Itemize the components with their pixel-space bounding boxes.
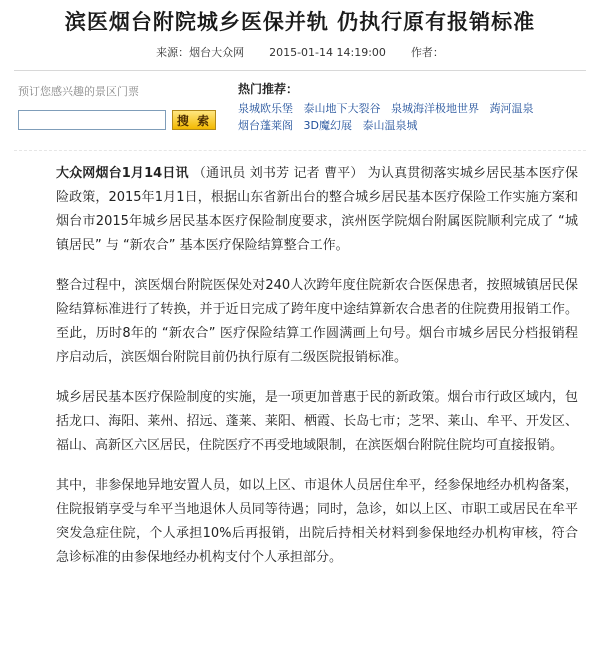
paragraph-3: 城乡居民基本医疗保险制度的实施，是一项更加普惠于民的新政策。烟台市行政区域内，包括龙口、海阳、莱州、招远、蓬莱、莱阳、栖霞、长岛七市；芝罘、莱山、牟平、开发区、福山、高新区六区居民，住院医疗不再受地域限制，在滨医烟台附院住院均可直接报销。 xyxy=(56,390,578,453)
paragraph-2: 整合过程中，滨医烟台附院医保处对240人次跨年度住院新农合医保患者，按照城镇居民保险结算标准进行了转换，并于近日完成了跨年度中途结算新农合患者的住院费用报销工作。至此，历时8年的 “新农合” 医疗保险结算工作圆满画上句号。烟台市城乡居民分档报销程序启动后，滨医烟台附院目前仍执行原有二级医院报销标准。 xyxy=(56,278,578,365)
hot-title: 热门推荐： xyxy=(238,82,299,96)
hot-link[interactable]: 烟台蓬莱阁 xyxy=(238,119,293,132)
author-label: 作者： xyxy=(410,46,444,59)
page-title: 滨医烟台附院城乡医保并轨 仍执行原有报销标准 xyxy=(64,10,536,34)
hot-link[interactable]: 泰山地下大裂谷 xyxy=(303,102,381,115)
source-label: 来源：烟台大众网 xyxy=(156,46,245,59)
article-meta xyxy=(0,44,600,60)
search-row xyxy=(18,110,216,130)
search-button[interactable]: 搜 索 xyxy=(172,110,216,130)
hot-recommendations xyxy=(238,80,588,134)
hot-link[interactable]: 泰山温泉城 xyxy=(362,119,418,132)
section-divider xyxy=(14,150,586,151)
hot-link[interactable]: 蒟河温泉 xyxy=(489,102,534,115)
hot-link[interactable]: 泉城欧乐堡 xyxy=(238,102,293,115)
article-lead: 大众网烟台1月14日讯 xyxy=(56,166,189,181)
hot-link[interactable]: 3D魔幻展 xyxy=(303,119,352,132)
publish-datetime: 2015-01-14 14:19:00 xyxy=(269,46,386,59)
ticket-search xyxy=(18,84,230,140)
search-hint: 预订您感兴趣的景区门票 xyxy=(18,85,139,98)
paragraph-4: 其中，非参保地异地安置人员，如以上区、市退休人员居住牟平，经参保地经办机构备案，住院报销享受与牟平当地退休人员同等待遇；同时，急诊，如以上区、市职工或居民在牟平突发急症住院，个人承担10%后再报销，出院后持相关材料到参保地经办机构审核，符合急诊标准的由参保地经办机构支付个人承担部分。 xyxy=(56,478,578,565)
article-body xyxy=(56,162,578,586)
paragraph-1 xyxy=(56,162,578,258)
paragraph-1-text: （通讯员 刘书芳 记者 曹平） 为认真贯彻落实城乡居民基本医疗保险政策，2015年1月1日，根据山东省新出台的整合城乡居民基本医疗保险工作实施方案和烟台市2015年城乡居民基本医疗保险制度要求，滨州医学院烟台附属医院顺利完成了 “城镇居民” 与 “新农合” 基本医疗保险结算整合工作。 xyxy=(56,166,579,253)
hot-links xyxy=(238,100,578,134)
header-divider xyxy=(14,70,586,71)
search-input[interactable] xyxy=(18,110,166,130)
hot-link[interactable]: 泉城海洋极地世界 xyxy=(391,102,479,115)
